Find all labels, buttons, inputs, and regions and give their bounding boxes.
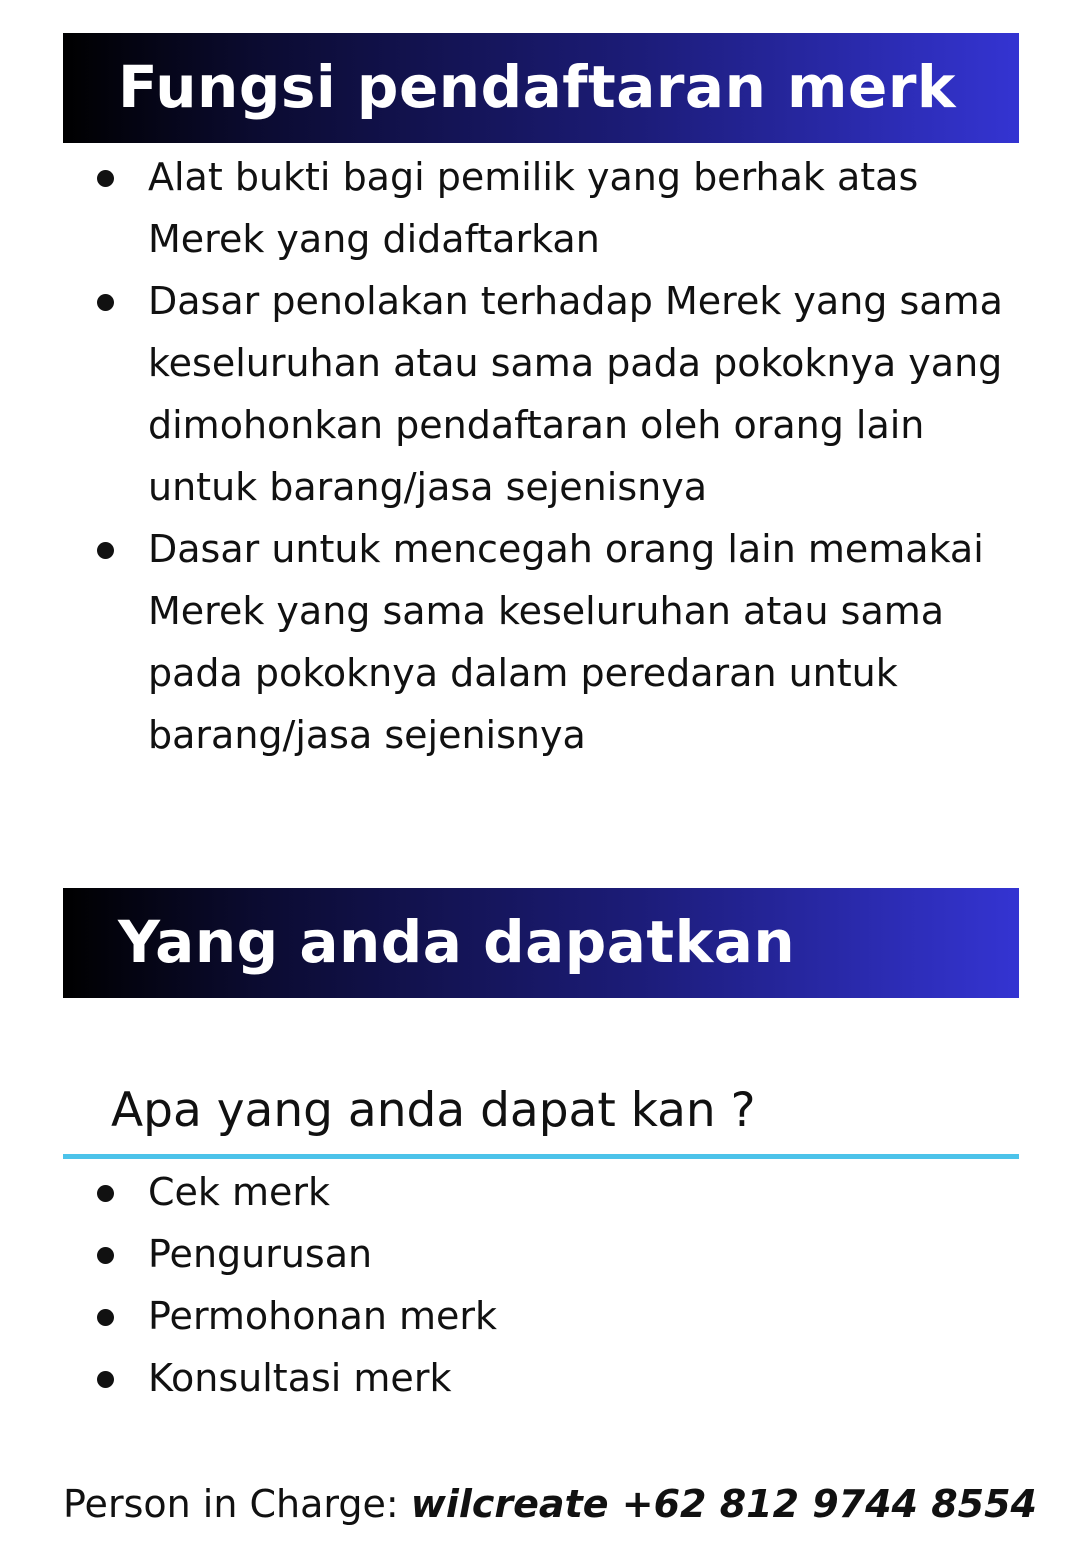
list-item — [95, 1161, 1005, 1223]
list-item-text: Permohonan merk — [148, 1294, 498, 1338]
list-item — [95, 1285, 1005, 1347]
bullet-icon — [97, 170, 114, 187]
list-item — [95, 1347, 1005, 1409]
bullet-icon — [97, 1247, 114, 1264]
list-item — [95, 146, 1005, 270]
list-item — [95, 270, 1005, 518]
section-title: Fungsi pendaftaran merk — [118, 53, 956, 121]
list-item-text: Pengurusan — [148, 1232, 373, 1276]
list-item — [95, 1223, 1005, 1285]
sub-heading: Apa yang anda dapat kan ? — [111, 1083, 756, 1138]
person-in-charge — [63, 1474, 1037, 1534]
list-item — [95, 518, 1005, 766]
bullet-icon — [97, 1185, 114, 1202]
bullet-icon — [97, 294, 114, 311]
list-item-text: Dasar untuk mencegah orang lain memakai Merek yang sama keseluruhan atau sama pada pokoknya dalam peredaran untuk barang/jasa sejenisnya — [148, 527, 984, 757]
divider — [63, 1154, 1019, 1159]
list-item-text: Alat bukti bagi pemilik yang berhak atas Merek yang didaftarkan — [148, 155, 919, 261]
bullet-icon — [97, 1309, 114, 1326]
section-banner-fungsi — [63, 33, 1019, 143]
bullet-icon — [97, 1371, 114, 1388]
footer-label: Person in Charge: — [63, 1482, 411, 1526]
services-list — [95, 1161, 1005, 1409]
bullet-icon — [97, 542, 114, 559]
section-title: Yang anda dapatkan — [118, 908, 796, 976]
list-item-text: Konsultasi merk — [148, 1356, 452, 1400]
footer-contact: wilcreate +62 812 9744 8554 — [410, 1482, 1037, 1526]
fungsi-list — [95, 146, 1005, 766]
list-item-text: Cek merk — [148, 1170, 331, 1214]
section-banner-yang-anda-dapatkan — [63, 888, 1019, 998]
list-item-text: Dasar penolakan terhadap Merek yang sama keseluruhan atau sama pada pokoknya yang dimohonkan pendaftaran oleh orang lain untuk barang/jasa sejenisnya — [148, 279, 1003, 509]
